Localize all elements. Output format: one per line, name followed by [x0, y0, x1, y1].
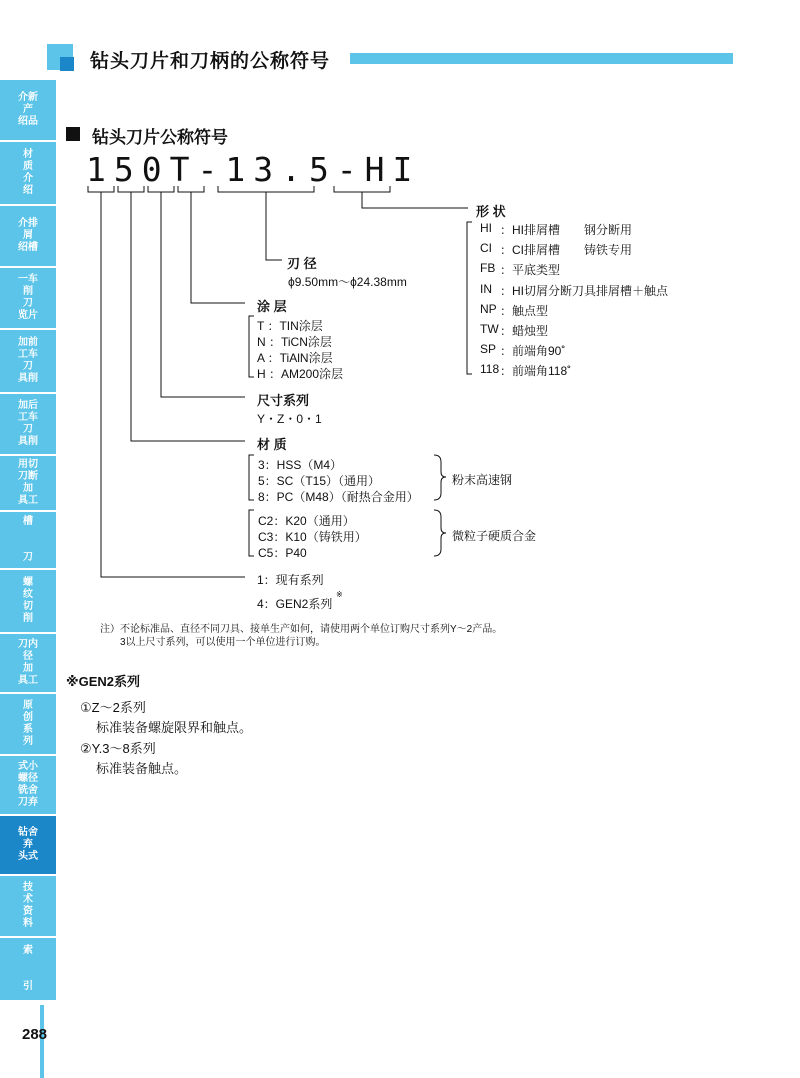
shape-desc: ：蜡烛型	[500, 324, 549, 338]
shape-desc: ：HI排屑槽 钢分断用	[500, 223, 633, 237]
material-item: C2：K20（通用）	[258, 514, 355, 528]
coating-item: A ：TiAlN涂层	[257, 351, 333, 365]
sidebar-tab-label: 钻舍 弃 头式	[18, 827, 38, 862]
sidebar-tab-label: 加后 工车 刀 具削	[18, 400, 38, 447]
sidebar-tab-label: 一车 削 刀 览片	[18, 274, 38, 321]
sidebar-tab-label: 式小 螺径 铣舍 刀弃	[18, 761, 38, 808]
coating-item: T ：TIN涂层	[257, 319, 323, 333]
shape-title: 形 状	[476, 204, 506, 219]
note-line: 注）不论标准品、直径不同刀具、接单生产如何，请使用两个单位订购尺寸系列Y～2产品。	[100, 624, 503, 635]
series-item: 4：GEN2系列	[257, 597, 333, 611]
sidebar-tab-label: 槽 刀	[23, 516, 33, 563]
shape-desc: ：平底类型	[500, 263, 561, 277]
size-values: Y・Z・0・1	[257, 412, 322, 426]
sidebar-tab-label: 介排 屑 绍槽	[18, 218, 38, 253]
material-item: C5：P40	[258, 546, 307, 560]
sidebar-tab-label: 刀内 径 加 具工	[18, 639, 38, 686]
gen2-item-desc: 标准装备触点。	[96, 761, 188, 776]
designation-code: 150T-13.5-HI	[86, 150, 421, 189]
coating-item: H ：AM200涂层	[257, 367, 344, 381]
material-group-label: 微粒子硬质合金	[452, 529, 537, 543]
shape-code: 118	[480, 362, 500, 376]
material-group-label: 粉末高速钢	[452, 473, 513, 487]
sidebar-tab-label: 螺 纹 切 削	[23, 577, 33, 624]
diameter-range: ϕ9.50mm～ϕ24.38mm	[288, 275, 407, 289]
gen2-item-desc: 标准装备螺旋限界和触点。	[96, 720, 253, 735]
series-mark: ※	[336, 590, 343, 599]
shape-code: SP	[480, 342, 497, 356]
page-title: 钻头刀片和刀柄的公称符号	[90, 51, 331, 72]
shape-desc: ：前端角118˚	[500, 364, 572, 378]
shape-code: TW	[480, 322, 499, 336]
sidebar-tab-label: 原 创 系 列	[23, 700, 33, 747]
sidebar-tab-label: 介新 产 绍品	[18, 92, 38, 127]
sidebar-tab-label: 索 引	[23, 945, 33, 992]
shape-desc: ：CI排屑槽 铸铁专用	[500, 243, 633, 257]
gen2-title: ※GEN2系列	[66, 674, 141, 689]
sidebar-tab-label: 用切 刀断 加 具工	[18, 459, 38, 506]
coating-title: 涂 层	[257, 299, 287, 314]
gen2-item-title: ②Y.3～8系列	[80, 741, 156, 756]
size-title: 尺寸系列	[257, 393, 310, 408]
shape-code: NP	[480, 302, 497, 316]
shape-code: HI	[480, 221, 492, 235]
material-item: 8：PC（M48）（耐热合金用）	[258, 490, 419, 504]
sidebar-tab-label: 技 术 资 料	[23, 882, 33, 929]
material-item: C3：K10（铸铁用）	[258, 530, 367, 544]
coating-item: N ：TiCN涂层	[257, 335, 332, 349]
material-item: 3：HSS（M4）	[258, 458, 343, 472]
sidebar-tab-label: 材 质 介 绍	[23, 149, 33, 196]
series-item: 1：现有系列	[257, 573, 324, 587]
diameter-title: 刃 径	[287, 256, 317, 271]
sidebar-tab-label: 加前 工车 刀 具削	[18, 337, 38, 384]
page-number: 288	[22, 1026, 48, 1043]
note-line: 3以上尺寸系列，可以使用一个单位进行订购。	[120, 637, 326, 648]
shape-desc: ：前端角90˚	[500, 344, 566, 358]
shape-desc: ：触点型	[500, 304, 549, 318]
gen2-item-title: ①Z～2系列	[80, 700, 146, 715]
shape-code: IN	[480, 282, 492, 296]
material-title: 材 质	[257, 437, 287, 452]
shape-code: FB	[480, 261, 496, 275]
section-title: 钻头刀片公称符号	[92, 128, 228, 147]
shape-code: CI	[480, 241, 492, 255]
material-item: 5：SC（T15）（通用）	[258, 474, 381, 488]
shape-desc: ：HI切屑分断刀具排屑槽＋触点	[500, 284, 669, 298]
